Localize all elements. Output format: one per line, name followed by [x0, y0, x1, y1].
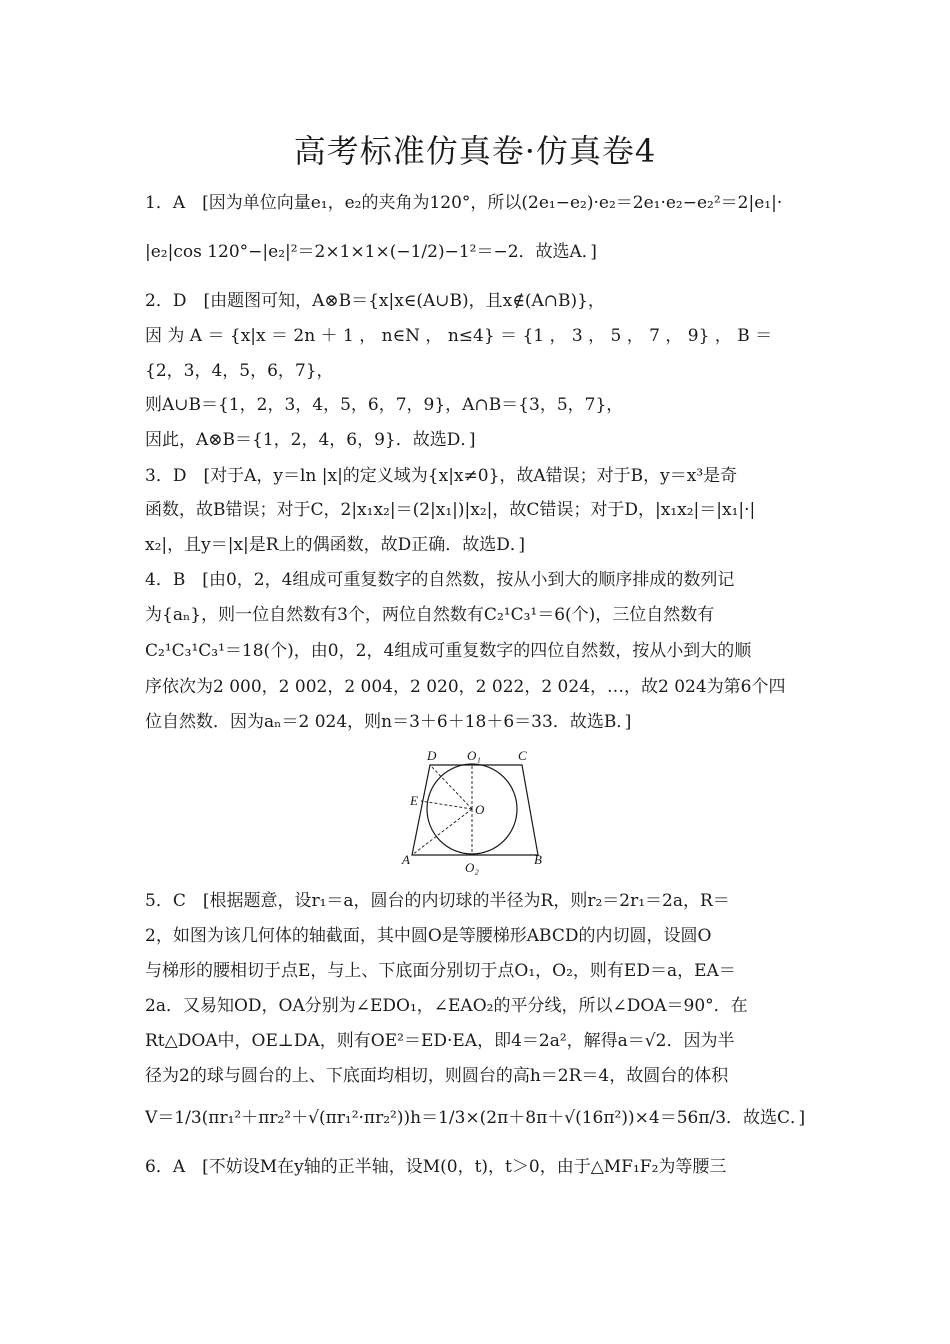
label-O: O — [475, 802, 485, 817]
text-line: 5．C [根据题意，设r₁＝a，圆台的内切球的半径为R，则r₂＝2r₁＝2a，R＝ — [145, 891, 730, 911]
text-line: Rt△DOA中，OE⊥DA，则有OE²＝ED·EA，即4＝2a²，解得a＝√2．因为半 — [145, 1031, 735, 1051]
label-E: E — [410, 793, 418, 808]
text-line: 则A∪B＝{1，2，3，4，5，6，7，9}，A∩B＝{3，5，7}， — [145, 395, 624, 415]
label-D: D — [427, 748, 437, 763]
text-line: 2，如图为该几何体的轴截面，其中圆O是等腰梯形ABCD的内切圆，设圆O — [145, 926, 712, 946]
text-line: 为{aₙ}，则一位自然数有3个，两位自然数有C₂¹C₃¹＝6(个)，三位自然数有 — [145, 605, 715, 625]
text-line: 2．D [由题图可知，A⊗B＝{x|x∈(A∪B)，且x∉(A∩B)}， — [145, 291, 605, 311]
text-line: x₂|，且y＝|x|是R上的偶函数，故D正确．故选D．] — [145, 535, 525, 555]
text-line: C₂¹C₃¹C₃¹＝18(个)，由0，2，4组成可重复数字的四位自然数，按从小到大的顺 — [145, 641, 752, 661]
text-line: V＝1/3(πr₁²＋πr₂²＋√(πr₁²·πr₂²))h＝1/3×(2π＋8π＋√(16π²))×4＝56π/3．故选C．] — [145, 1108, 805, 1128]
text-line: 4．B [由0，2，4组成可重复数字的自然数，按从小到大的顺序排成的数列记 — [145, 570, 735, 590]
label-A: A — [402, 852, 410, 867]
text-line: 因此，A⊗B＝{1，2，4，6，9}．故选D．] — [145, 430, 476, 450]
text-line: 6．A [不妨设M在y轴的正半轴，设M(0，t)，t＞0，由于△MF₁F₂为等腰三 — [145, 1157, 727, 1177]
text-line: 与梯形的腰相切于点E，与上、下底面分别切于点O₁，O₂，则有ED＝a，EA＝ — [145, 961, 736, 981]
label-O2: O₂ — [465, 860, 479, 875]
label-B: B — [534, 852, 542, 867]
label-C: C — [518, 748, 527, 763]
text-line: 3．D [对于A，y＝ln |x|的定义域为{x|x≠0}，故A错误；对于B，y＝x³是奇 — [145, 466, 738, 486]
text-line: |e₂|cos 120°−|e₂|²＝2×1×1×(−1/2)−1²＝−2．故选A．] — [145, 242, 597, 262]
text-line: 因 为 A ＝ {x|x ＝ 2n ＋ 1 ， n∈N ， n≤4} ＝ {1 ， 3 ， 5 ， 7 ， 9} ， B ＝ — [145, 326, 773, 346]
text-line: 位自然数．因为aₙ＝2 024，则n＝3＋6＋18＋6＝33．故选B．] — [145, 712, 632, 732]
page-title: 高考标准仿真卷·仿真卷4 — [293, 132, 657, 170]
trapezoid-inscribed-circle-figure — [400, 744, 550, 876]
label-O1: O₁ — [467, 748, 481, 763]
text-line: {2，3，4，5，6，7}， — [145, 361, 334, 381]
text-line: 序依次为2 000，2 002，2 004，2 020，2 022，2 024，…，故2 024为第6个四 — [145, 677, 786, 697]
text-line: 1．A [因为单位向量e₁，e₂的夹角为120°，所以(2e₁−e₂)·e₂＝2e₁·e₂−e₂²＝2|e₁|· — [145, 193, 783, 213]
text-line: 径为2的球与圆台的上、下底面均相切，则圆台的高h＝2R＝4，故圆台的体积 — [145, 1066, 729, 1086]
text-line: 函数，故B错误；对于C，2|x₁x₂|＝(2|x₁|)|x₂|，故C错误；对于D，|x₁x₂|＝|x₁|·| — [145, 500, 756, 520]
text-line: 2a．又易知OD，OA分别为∠EDO₁，∠EAO₂的平分线，所以∠DOA＝90°．在 — [145, 996, 748, 1016]
